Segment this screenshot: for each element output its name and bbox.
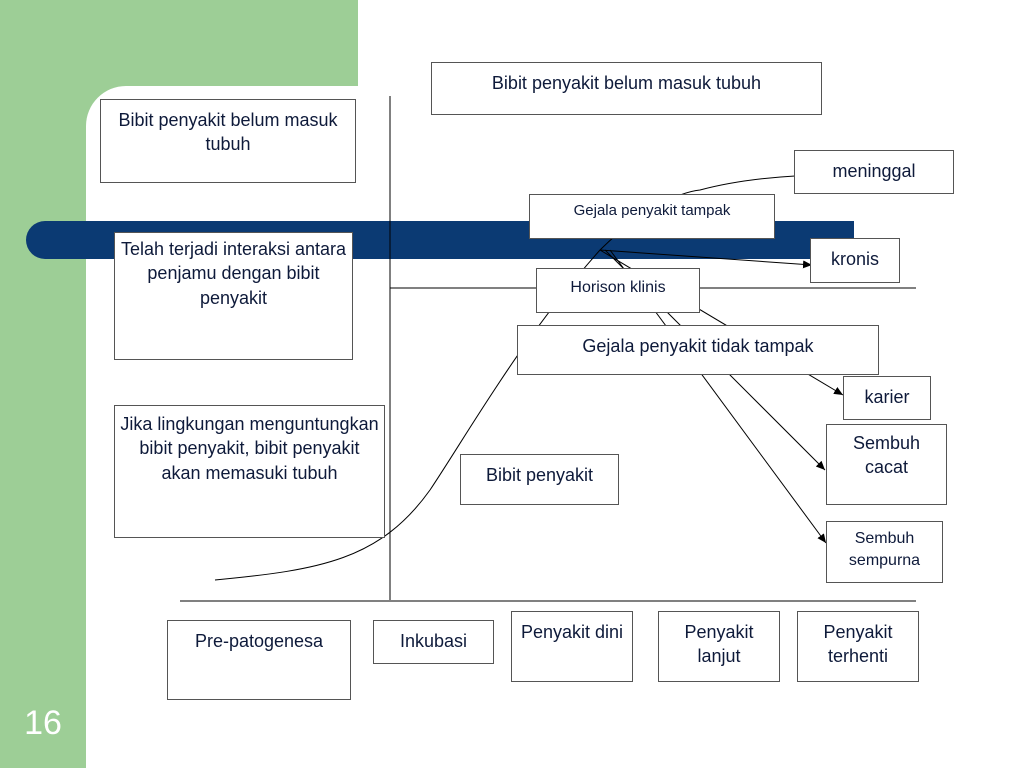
box-left-low: Jika lingkungan menguntungkan bibit penyakit, bibit penyakit akan memasuki tubuh xyxy=(114,405,385,538)
box-gejala-tampak: Gejala penyakit tampak xyxy=(529,194,775,239)
box-top-right: Bibit penyakit belum masuk tubuh xyxy=(431,62,822,115)
slide-number: 16 xyxy=(24,704,62,742)
box-meninggal: meninggal xyxy=(794,150,954,194)
box-horison: Horison klinis xyxy=(536,268,700,313)
stage-penyakit-dini: Penyakit dini xyxy=(511,611,633,682)
box-sembuh-sempurna: Sembuh sempurna xyxy=(826,521,943,583)
stage-penyakit-terhenti: Penyakit terhenti xyxy=(797,611,919,682)
box-sembuh-cacat: Sembuh cacat xyxy=(826,424,947,505)
box-left-mid: Telah terjadi interaksi antara penjamu dengan bibit penyakit xyxy=(114,232,353,360)
stage-pre-patogenesa: Pre-patogenesa xyxy=(167,620,351,700)
box-kronis: kronis xyxy=(810,238,900,283)
arrow-kronis xyxy=(600,250,812,265)
stage-inkubasi: Inkubasi xyxy=(373,620,494,664)
box-bibit: Bibit penyakit xyxy=(460,454,619,505)
box-gejala-tidak: Gejala penyakit tidak tampak xyxy=(517,325,879,375)
box-karier: karier xyxy=(843,376,931,420)
stage-penyakit-lanjut: Penyakit lanjut xyxy=(658,611,780,682)
box-left-top: Bibit penyakit belum masuk tubuh xyxy=(100,99,356,183)
